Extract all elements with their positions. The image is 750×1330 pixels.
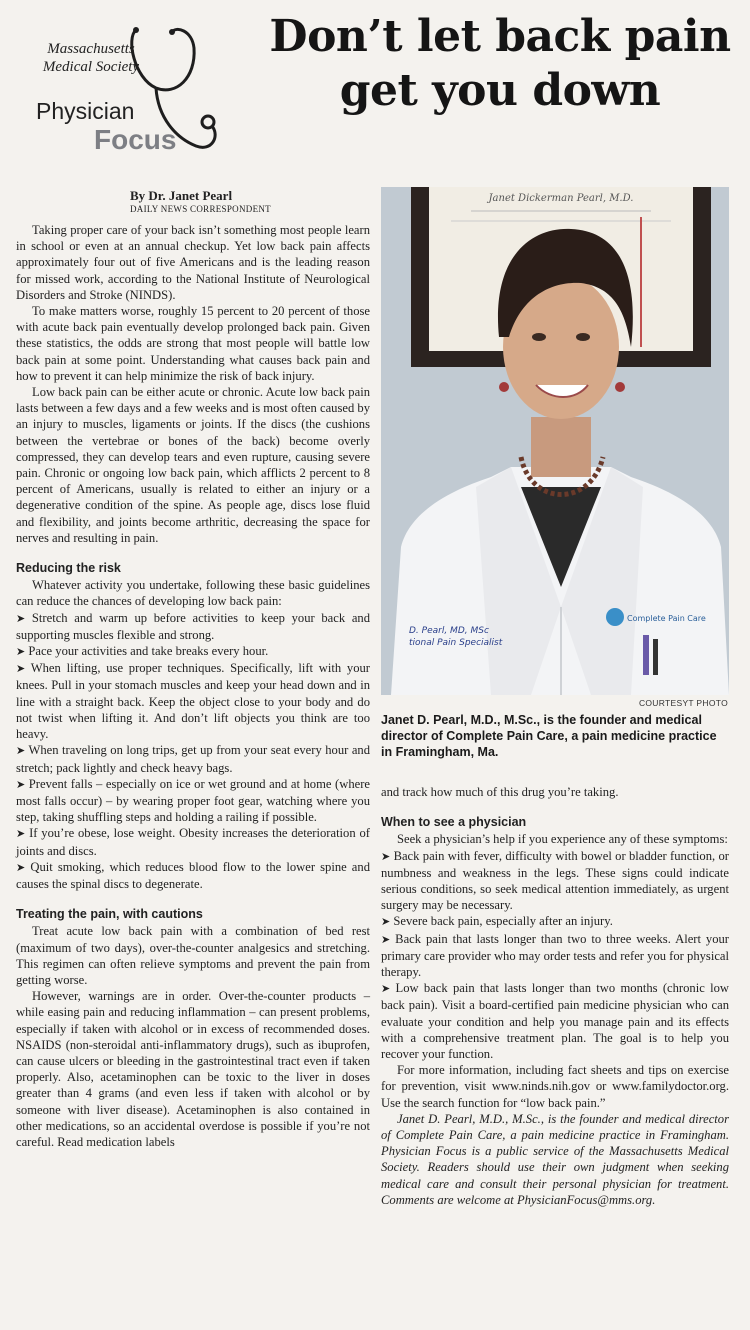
- arrow-bullet-icon: ➤: [16, 778, 26, 791]
- paragraph: Taking proper care of your back isn’t something most people learn in school or even at an annual checkup. Yet low back pain affects approximately four out of five Americans and is the leading reason for missed work, according to the National Institute of Neurological Disorders and Stroke (NINDS).: [16, 223, 370, 302]
- arrow-bullet-icon: ➤: [16, 828, 26, 841]
- photo-credit: COURTESYT PHOTO: [638, 698, 728, 708]
- bullet-item: ➤ Stretch and warm up before activities to keep your back and supporting muscles flexible and strong.: [16, 610, 371, 642]
- right-column: [381, 784, 729, 1208]
- arrow-bullet-icon: ➤: [16, 745, 26, 758]
- section-heading-reducing-risk: Reducing the risk: [16, 561, 121, 576]
- coat-title-embroidery: tional Pain Specialist: [409, 638, 503, 648]
- arrow-bullet-icon: ➤: [381, 916, 391, 929]
- logo-line-massachusetts: Massachusetts: [47, 41, 135, 57]
- arrow-bullet-icon: ➤: [16, 861, 26, 874]
- diploma-text: Janet Dickerman Pearl, M.D.: [488, 193, 634, 204]
- arrow-bullet-icon: ➤: [381, 933, 391, 946]
- headline: [255, 10, 745, 118]
- paragraph: Whatever activity you undertake, following these basic guidelines can reduce the chances of developing low back pain:: [16, 578, 370, 609]
- arrow-bullet-icon: ➤: [381, 983, 391, 996]
- author-bio: Janet D. Pearl, M.D., M.Sc., is the founder and medical director of Complete Pain Care, a pain medicine practice in Framingham. Physician Focus is a public service of the Massachusetts Medical Society. Readers should use their own judgment when seeking medical care and consult their personal physician for treatment. Comments are welcome at PhysicianFocus@mms.org.: [381, 1111, 729, 1207]
- bullet-item: ➤ Severe back pain, especially after an injury.: [381, 914, 613, 929]
- paragraph: To make matters worse, roughly 15 percent to 20 percent of those with acute back pain eventually develop prolonged back pain. Given these statistics, the odds are strong that most people will battle low back pain at some point. Understanding what causes back pain and how to prevent it can help minimize the risk of back injury.: [16, 304, 370, 383]
- bullet-item: ➤ Pace your activities and take breaks every hour.: [16, 644, 269, 659]
- bullet-item: ➤ Prevent falls – especially on ice or wet ground and at home (where most falls occur) – by wearing proper foot gear, watching where you step, taking shuffling steps and holding a railing if possible.: [16, 776, 370, 825]
- byline: [130, 188, 360, 215]
- section-heading-when-to-see: When to see a physician: [381, 815, 527, 830]
- bullet-item: ➤ When lifting, use proper techniques. Specifically, lift with your knees. Pull in your stomach muscles and keep your head down and in line with a straight back. Keep the object close to your body and do not twist when lifting it. And don’t lift objects you think are too heavy.: [16, 661, 371, 742]
- photo-caption: Janet D. Pearl, M.D., M.Sc., is the founder and medical director of Complete Pain Care, a pain medicine practice in Framingham, Ma.: [381, 713, 717, 759]
- byline-author: By Dr. Janet Pearl: [130, 188, 233, 203]
- left-column: [16, 222, 370, 1150]
- arrow-bullet-icon: ➤: [381, 850, 391, 863]
- svg-text:Complete Pain Care: Complete Pain Care: [627, 614, 706, 623]
- section-heading-treating-pain: Treating the pain, with cautions: [16, 907, 203, 922]
- byline-role: DAILY NEWS CORRESPONDENT: [130, 204, 271, 214]
- paragraph: Seek a physician’s help if you experience any of these symptoms:: [397, 832, 728, 847]
- bullet-item: ➤ Back pain with fever, difficulty with bowel or bladder function, or numbness and weakness in the legs. These signs could indicate serious conditions, so seek medical attention immediately, as urgent surgery may be necessary.: [381, 848, 729, 913]
- bullet-item: ➤ When traveling on long trips, get up from your seat every hour and stretch; pack lightly and check heavy bags.: [16, 743, 370, 775]
- paragraph: However, warnings are in order. Over-the-counter products – while easing pain and reducing inflammation – can present problems, especially if taken with alcohol or in excess of recommended doses. NSAIDS (non-steroidal anti-inflammatory drugs), such as ibuprofen, can cause ulcers or bleeding in the gastrointestinal tract even if taken properly. Also, acetaminophen can be toxic to the liver in doses greater than 4 grams (and even less if taken with alcohol or by someone with liver disease). Acetaminophen is also contained in other medications, so an accidental overdose is possible if you’re not careful. Read medication labels: [16, 989, 370, 1149]
- paragraph: Treat acute low back pain with a combination of bed rest (maximum of two days), over-the-counter analgesics and stretching. This regimen can often relieve symptoms and prevent the pain from getting worse.: [16, 924, 370, 987]
- headline-line-1: Don’t let back pain: [269, 11, 731, 62]
- bullet-item: ➤ Low back pain that lasts longer than two months (chronic low back pain). Visit a board-certified pain medicine physician who can evaluate your condition and help you manage pain and its effects with a comprehensive treatment plan. The goal is to help you recover your function.: [381, 981, 730, 1062]
- logo-line-physician: Physician: [36, 98, 135, 124]
- bullet-item: ➤ If you’re obese, lose weight. Obesity increases the deterioration of joints and discs.: [16, 826, 370, 858]
- bullet-item: ➤ Back pain that lasts longer than two to three weeks. Alert your primary care provider who may order tests and refer you for physical therapy.: [381, 931, 729, 980]
- more-info-paragraph: For more information, including fact sheets and tips on exercise for prevention, visit www.ninds.nih.gov or www.familydoctor.org. Use the search function for “low back pain.”: [381, 1063, 729, 1110]
- paragraph: Low back pain can be either acute or chronic. Acute low back pain lasts between a few days and a few weeks and is most often caused by an injury to muscles, ligaments or joints. If the discs (the cushions between the vertebrae or bones of the back) become overly compressed, they can develop tears and even rupture, causing severe pain. Chronic or ongoing low back pain, which afflicts 2 percent to 8 percent of Americans, usually is related to either an injury or a degenerative condition of the spine. As people age, discs lose fluid and flexibility, and joints become arthritic, decreasing the space for nerves and resulting in pain.: [16, 385, 370, 545]
- bullet-item: ➤ Quit smoking, which reduces blood flow to the lower spine and causes the spinal discs to degenerate.: [16, 859, 370, 891]
- author-photo: [381, 187, 729, 695]
- arrow-bullet-icon: ➤: [16, 646, 26, 659]
- continuation-text: and track how much of this drug you’re taking.: [381, 785, 619, 799]
- arrow-bullet-icon: ➤: [16, 663, 26, 676]
- arrow-bullet-icon: ➤: [16, 612, 26, 625]
- physician-focus-logo: [16, 18, 226, 168]
- portrait-illustration: [381, 187, 729, 695]
- logo-line-focus: Focus: [94, 124, 177, 155]
- logo-line-medical-society: Medical Society: [42, 59, 140, 75]
- headline-line-2: get you down: [339, 65, 661, 116]
- coat-name-embroidery: D. Pearl, MD, MSc: [409, 626, 489, 636]
